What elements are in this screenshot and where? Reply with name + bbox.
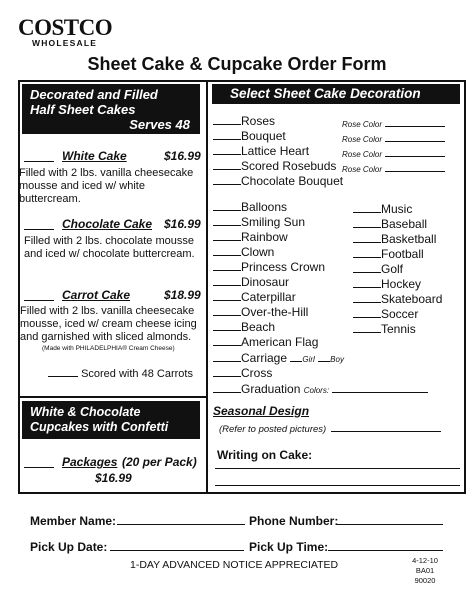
option-checkline[interactable]: [213, 139, 241, 140]
rose-color-line[interactable]: [385, 171, 445, 172]
decoration-option: [213, 320, 275, 335]
carrot-cake-row: [24, 288, 204, 302]
packages-detail: (20 per Pack): [122, 455, 197, 469]
decoration-label: Baseball: [381, 217, 428, 231]
decoration-label: Princess Crown: [241, 260, 326, 274]
rose-color-field: [342, 116, 445, 132]
decoration-options: [213, 200, 463, 400]
graduation-colors-line[interactable]: [332, 392, 428, 393]
floral-option: [213, 174, 343, 189]
cupcake-header-line1: White & Chocolate: [30, 405, 141, 419]
decoration-label: Golf: [381, 262, 404, 276]
decoration-label: Skateboard: [381, 292, 443, 306]
seasonal-title: Seasonal Design: [213, 404, 310, 418]
logo-main-text: COSTCO: [18, 15, 113, 40]
carriage-boy-label: Boy: [330, 355, 344, 364]
decoration-label: American Flag: [241, 335, 319, 349]
option-checkline[interactable]: [213, 169, 241, 170]
carriage-option: [213, 351, 344, 367]
decoration-option: [353, 322, 416, 337]
carrot-cake-desc: [20, 305, 206, 344]
option-checkline[interactable]: [213, 300, 241, 301]
form-codes: [405, 556, 445, 586]
floral-label: Lattice Heart: [241, 144, 310, 158]
decoration-option: [353, 277, 421, 292]
sheet-cake-header: [22, 84, 200, 134]
chocolate-cake-price: $16.99: [164, 217, 201, 231]
graduation-colors-label: Colors:: [303, 386, 330, 395]
option-checkline[interactable]: [213, 124, 241, 125]
decoration-label: Music: [381, 202, 413, 216]
pickup-date-line[interactable]: [110, 550, 244, 551]
decoration-option: [213, 200, 287, 215]
decoration-option: [213, 215, 305, 230]
graduation-option: [213, 382, 428, 398]
decoration-header: Select Sheet Cake Decoration: [212, 84, 460, 104]
decoration-option: [353, 232, 436, 247]
column-divider: [206, 82, 208, 492]
rose-color-field: [342, 131, 445, 147]
rose-color-line[interactable]: [385, 156, 445, 157]
packages-price: $16.99: [95, 471, 132, 485]
seasonal-note-row: [213, 419, 463, 437]
option-checkline[interactable]: [213, 361, 241, 362]
option-checkline[interactable]: [213, 154, 241, 155]
carrots-option-line[interactable]: [48, 376, 78, 377]
option-checkline[interactable]: [213, 285, 241, 286]
decoration-label: Tennis: [381, 322, 416, 336]
decoration-option: [353, 202, 412, 217]
carrot-cake-desc-1: Filled with 2 lbs. vanilla cheesecake: [20, 305, 195, 317]
decoration-label: Football: [381, 247, 424, 261]
member-name-label: Member Name:: [30, 514, 117, 528]
white-cake-price: $16.99: [164, 149, 201, 163]
form-title: Sheet Cake & Cupcake Order Form: [87, 54, 387, 74]
option-checkline[interactable]: [213, 225, 241, 226]
decoration-option: [213, 305, 308, 320]
option-checkline[interactable]: [353, 287, 381, 288]
logo-sub-text: WHOLESALE: [32, 38, 98, 48]
writing-line-1[interactable]: [215, 468, 460, 469]
decoration-label: Rainbow: [241, 230, 288, 244]
floral-options: [213, 114, 463, 194]
cupcake-divider: [18, 396, 207, 398]
white-cake-qty-line[interactable]: [24, 161, 54, 162]
decoration-label: Beach: [241, 320, 276, 334]
member-name-line[interactable]: [117, 524, 245, 525]
rose-color-field: [342, 161, 445, 177]
decoration-option: [213, 230, 288, 245]
cupcake-header-line2: Cupcakes with Confetti: [30, 420, 169, 434]
rose-color-label: Rose Color: [342, 150, 383, 159]
option-checkline[interactable]: [213, 210, 241, 211]
pickup-date-label: Pick Up Date:: [30, 540, 108, 554]
floral-label: Bouquet: [241, 129, 286, 143]
carrot-cake-desc-3: and garnished with sliced almonds.: [20, 331, 192, 343]
chocolate-cake-qty-line[interactable]: [24, 229, 54, 230]
white-cake-desc-1: Filled with 2 lbs. vanilla cheesecake: [19, 167, 194, 179]
sheet-cake-header-serves: Serves 48: [129, 117, 190, 132]
option-checkline[interactable]: [353, 332, 381, 333]
floral-label: Roses: [241, 114, 276, 128]
chocolate-cake-desc-1: Filled with 2 lbs. chocolate mousse: [24, 235, 194, 247]
pickup-time-label: Pick Up Time:: [249, 540, 329, 554]
writing-label: Writing on Cake:: [217, 448, 313, 462]
option-checkline[interactable]: [213, 270, 241, 271]
seasonal-line[interactable]: [331, 431, 441, 432]
chocolate-cake-desc-2: and iced w/ chocolate buttercream.: [24, 248, 195, 260]
form-code-number: 90020: [414, 576, 436, 585]
graduation-label: Graduation: [241, 382, 301, 396]
option-checkline[interactable]: [213, 184, 241, 185]
sheet-cake-header-line2: Half Sheet Cakes: [30, 102, 136, 117]
rose-color-line[interactable]: [385, 141, 445, 142]
carrots-option-row: [48, 368, 206, 381]
decoration-label: Basketball: [381, 232, 437, 246]
option-checkline[interactable]: [213, 345, 241, 346]
carrot-cake-desc-2: mousse, iced w/ cream cheese icing: [20, 318, 197, 330]
form-code-date: 4-12-10: [412, 556, 438, 565]
option-checkline[interactable]: [213, 376, 241, 377]
rose-color-label: Rose Color: [342, 165, 383, 174]
option-checkline[interactable]: [353, 212, 381, 213]
decoration-option: [213, 245, 274, 260]
carrot-cake-price: $18.99: [164, 288, 201, 302]
sheet-cake-header-line1: Decorated and Filled: [30, 87, 158, 102]
rose-color-label: Rose Color: [342, 120, 383, 129]
chocolate-cake-name: Chocolate Cake: [62, 217, 153, 231]
decoration-option: [213, 290, 296, 305]
floral-label: Chocolate Bouquet: [241, 174, 344, 188]
white-cake-name: White Cake: [62, 149, 127, 163]
writing-line-2[interactable]: [215, 485, 460, 486]
decoration-label: Clown: [241, 245, 275, 259]
decoration-option: [353, 262, 403, 277]
carrot-cake-fine-print: (Made with PHILADELPHIA® Cream Cheese): [42, 345, 175, 352]
white-cake-desc-2: mousse and iced w/ white buttercream.: [19, 180, 145, 205]
carriage-label: Carriage: [241, 351, 288, 365]
option-checkline[interactable]: [213, 240, 241, 241]
white-cake-row: [24, 149, 204, 163]
decoration-label: Dinosaur: [241, 275, 290, 289]
option-checkline[interactable]: [213, 255, 241, 256]
rose-color-label: Rose Color: [342, 135, 383, 144]
rose-color-field: [342, 146, 445, 162]
seasonal-section: [213, 404, 463, 437]
decoration-label: Balloons: [241, 200, 288, 214]
chocolate-cake-row: [24, 217, 204, 231]
white-cake-desc: [19, 167, 207, 206]
phone-number-line[interactable]: [337, 524, 443, 525]
decoration-label: Hockey: [381, 277, 422, 291]
decoration-label: Caterpillar: [241, 290, 296, 304]
carriage-girl-line[interactable]: [290, 361, 302, 362]
form-code-id: BA01: [415, 566, 435, 575]
cross-option: [213, 366, 272, 381]
carrot-cake-name: Carrot Cake: [62, 288, 131, 302]
seasonal-note: (Refer to posted pictures): [219, 424, 327, 435]
option-checkline[interactable]: [213, 315, 241, 316]
carriage-girl-label: Girl: [302, 355, 315, 364]
rose-color-line[interactable]: [385, 126, 445, 127]
decoration-option: [353, 307, 418, 322]
option-checkline[interactable]: [353, 272, 381, 273]
phone-number-label: Phone Number:: [249, 514, 339, 528]
carriage-boy-line[interactable]: [318, 361, 330, 362]
floral-option: [213, 144, 309, 159]
decoration-label: Smiling Sun: [241, 215, 306, 229]
decoration-label: Soccer: [381, 307, 419, 321]
option-checkline[interactable]: [213, 392, 241, 393]
decoration-option: [353, 247, 424, 262]
option-checkline[interactable]: [213, 330, 241, 331]
decoration-option: [353, 292, 442, 307]
option-checkline[interactable]: [353, 257, 381, 258]
carrot-cake-qty-line[interactable]: [24, 300, 54, 301]
option-checkline[interactable]: [353, 302, 381, 303]
costco-logo: [18, 17, 126, 48]
option-checkline[interactable]: [353, 242, 381, 243]
packages-label: Packages: [62, 455, 118, 469]
option-checkline[interactable]: [353, 227, 381, 228]
floral-option: [213, 159, 336, 174]
carrots-option-label: Scored with 48 Carrots: [81, 368, 193, 380]
floral-option: [213, 129, 286, 144]
pickup-time-line[interactable]: [328, 550, 443, 551]
cross-label: Cross: [241, 366, 273, 380]
floral-option: [213, 114, 275, 129]
notice-text: 1-DAY ADVANCED NOTICE APPRECIATED: [130, 559, 339, 571]
option-checkline[interactable]: [353, 317, 381, 318]
cupcake-header: [22, 401, 200, 439]
decoration-option: [213, 260, 325, 275]
floral-label: Scored Rosebuds: [241, 159, 337, 173]
decoration-option: [213, 275, 289, 290]
decoration-option: [353, 217, 427, 232]
chocolate-cake-desc: [24, 235, 204, 261]
packages-row: [24, 455, 204, 469]
decoration-option: [213, 335, 318, 350]
decoration-label: Over-the-Hill: [241, 305, 309, 319]
packages-qty-line[interactable]: [24, 467, 54, 468]
